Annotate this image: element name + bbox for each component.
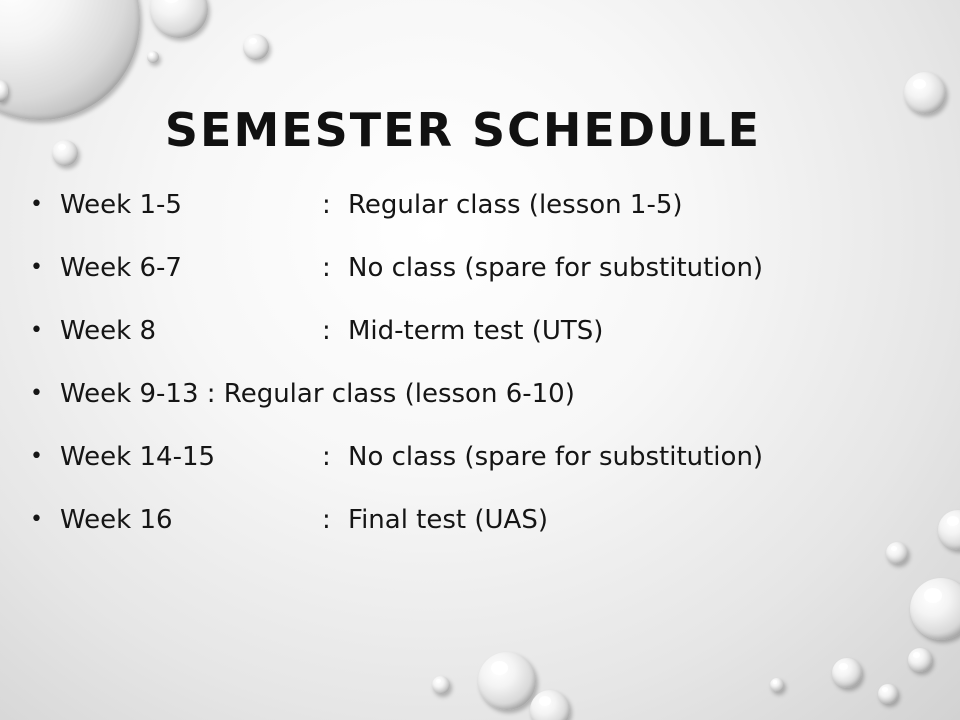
separator: :: [322, 316, 331, 346]
water-drop-decoration: [147, 51, 159, 63]
water-drop-decoration: [770, 678, 784, 692]
schedule-list: [30, 190, 910, 568]
water-drop-decoration: [832, 658, 862, 688]
list-item: [30, 253, 910, 316]
water-drop-decoration: [878, 684, 898, 704]
list-item: [30, 442, 910, 505]
list-item: [30, 190, 910, 253]
bullet-icon: •: [30, 318, 43, 343]
water-drop-decoration: [530, 690, 570, 720]
separator: :: [322, 190, 331, 220]
bullet-icon: •: [30, 381, 43, 406]
water-drop-decoration: [908, 648, 932, 672]
bullet-icon: •: [30, 507, 43, 532]
list-item: [30, 505, 910, 568]
list-item: [30, 316, 910, 379]
bullet-icon: •: [30, 255, 43, 280]
separator: :: [322, 253, 331, 283]
water-drop-decoration: [938, 510, 960, 550]
water-drop-decoration: [150, 0, 208, 38]
water-drop-decoration: [432, 676, 450, 694]
week-label: Week 6-7: [60, 253, 182, 283]
week-label: Week 1-5: [60, 190, 182, 220]
water-drop-decoration: [243, 34, 269, 60]
schedule-description: No class (spare for substitution): [348, 253, 764, 283]
week-label: Week 14-15: [60, 442, 216, 472]
week-label: Week 16: [60, 505, 173, 535]
water-drop-decoration: [478, 652, 536, 710]
slide-title: SEMESTER SCHEDULE: [164, 102, 762, 157]
separator: :: [322, 442, 331, 472]
schedule-description: Final test (UAS): [348, 505, 548, 535]
week-label: Week 8: [60, 316, 157, 346]
separator: :: [322, 505, 331, 535]
bullet-icon: •: [30, 192, 43, 217]
list-item: [30, 379, 910, 442]
schedule-line: Week 9-13 : Regular class (lesson 6-10): [60, 379, 575, 409]
water-drop-decoration: [910, 578, 960, 640]
schedule-description: Regular class (lesson 1-5): [348, 190, 683, 220]
schedule-description: Mid-term test (UTS): [348, 316, 604, 346]
schedule-description: No class (spare for substitution): [348, 442, 764, 472]
bullet-icon: •: [30, 444, 43, 469]
